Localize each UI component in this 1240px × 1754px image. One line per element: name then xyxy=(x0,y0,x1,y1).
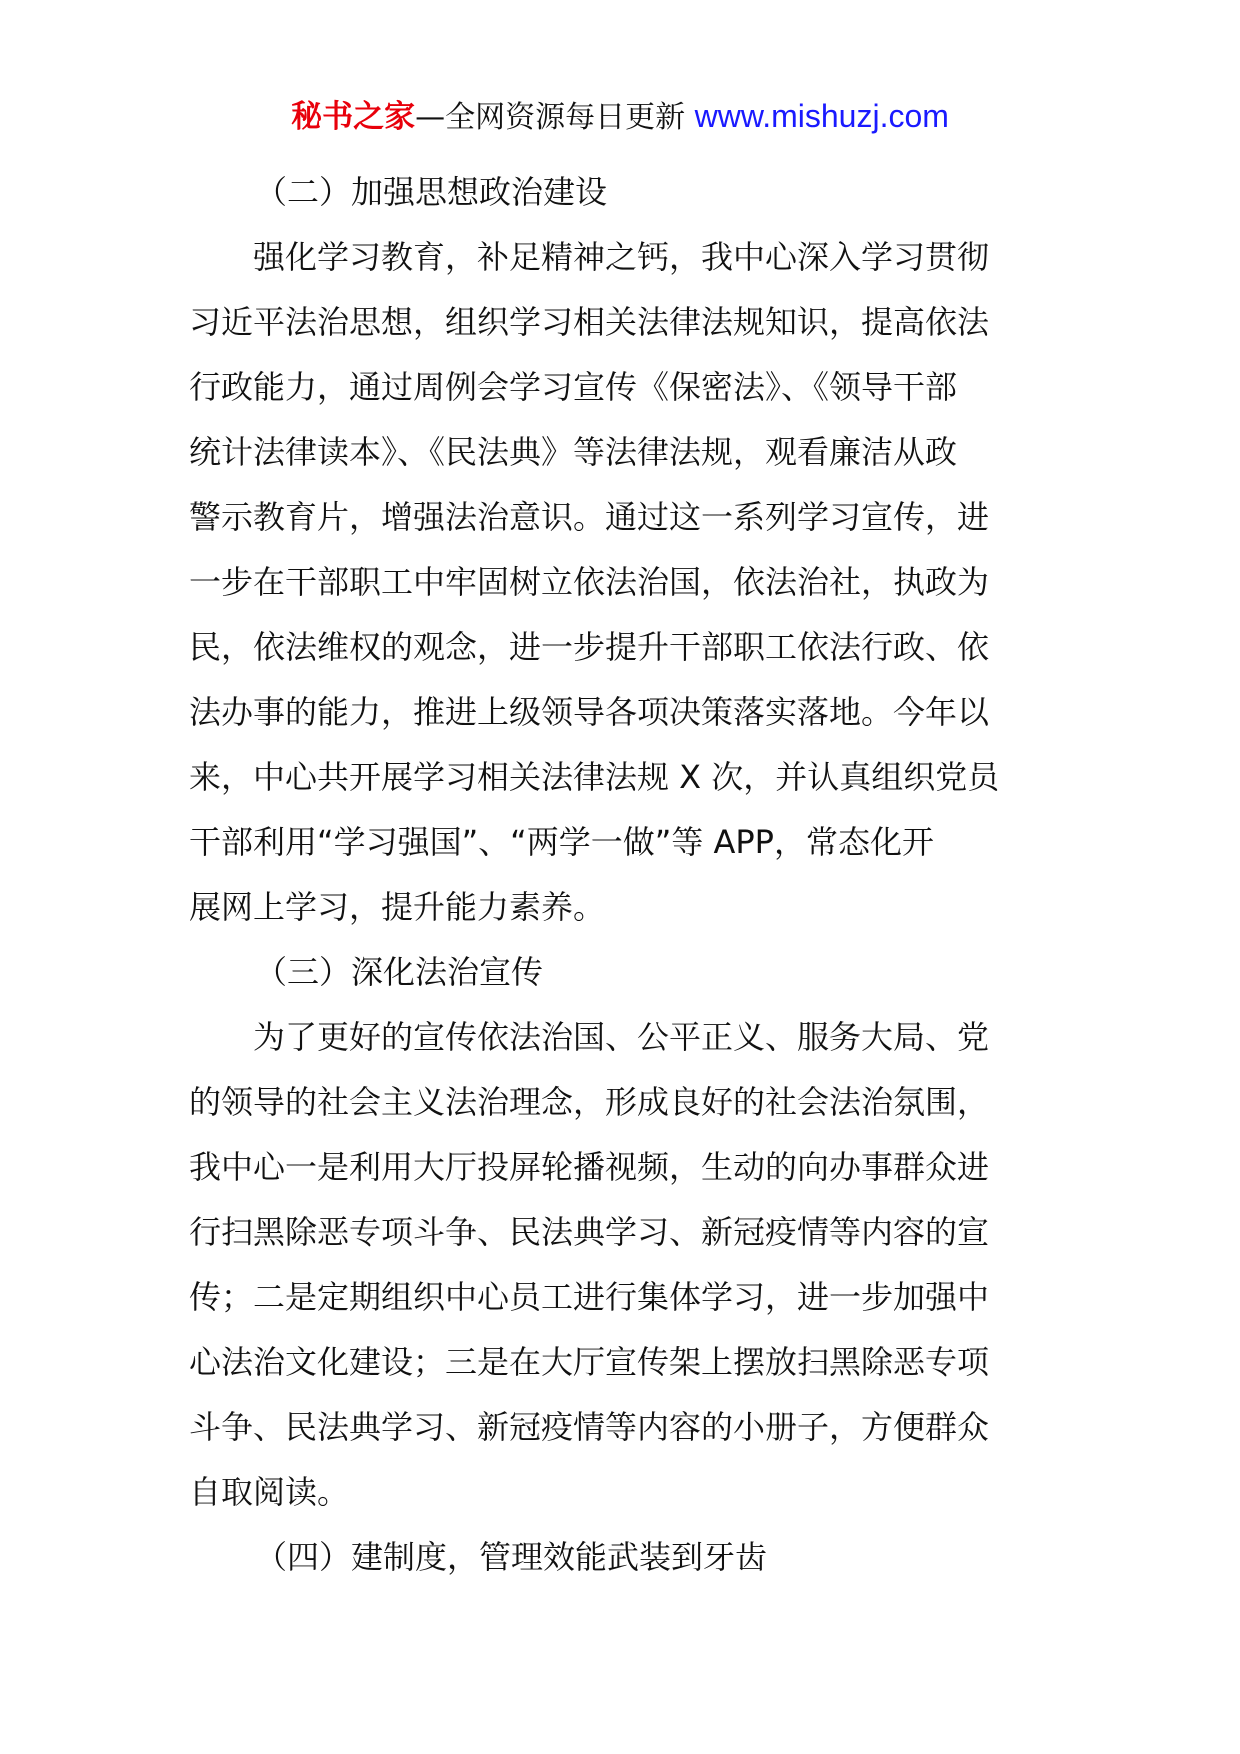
brand-name: 秘书之家 xyxy=(291,99,416,135)
paragraph-line: 一步在干部职工中牢固树立依法治国，依法治社，执政为 xyxy=(189,563,990,601)
paragraph-line: 斗争、民法典学习、新冠疫情等内容的小册子，方便群众 xyxy=(189,1408,990,1446)
paragraph-line: 行政能力，通过周例会学习宣传《保密法》、《领导干部 xyxy=(189,368,958,406)
paragraph-line: 法办事的能力，推进上级领导各项决策落实落地。今年以 xyxy=(189,693,990,731)
paragraph-line: 心法治文化建设；三是在大厅宣传架上摆放扫黑除恶专项 xyxy=(189,1343,990,1381)
section-heading-4: （四）建制度，管理效能武装到牙齿 xyxy=(255,1538,768,1576)
site-url-link[interactable]: www.mishuzj.com xyxy=(694,98,949,134)
page-header xyxy=(0,96,1240,138)
document-body xyxy=(189,160,1061,1590)
paragraph-line: 传；二是定期组织中心员工进行集体学习，进一步加强中 xyxy=(189,1278,990,1316)
paragraph-line: 警示教育片，增强法治意识。通过这一系列学习宣传，进 xyxy=(189,498,990,536)
paragraph-line: 干部利用“学习强国”、“两学一做”等 APP，常态化开 xyxy=(189,823,934,861)
section-heading-3: （三）深化法治宣传 xyxy=(255,953,544,991)
paragraph-line: 行扫黑除恶专项斗争、民法典学习、新冠疫情等内容的宣 xyxy=(189,1213,990,1251)
paragraph-line: 展网上学习，提升能力素养。 xyxy=(189,888,606,926)
section-heading-2: （二）加强思想政治建设 xyxy=(255,173,608,211)
paragraph-line: 民，依法维权的观念，进一步提升干部职工依法行政、依 xyxy=(189,628,990,666)
header-tagline: —全网资源每日更新 xyxy=(415,100,695,135)
paragraph-line: 为了更好的宣传依法治国、公平正义、服务大局、党 xyxy=(253,1018,990,1056)
paragraph-line: 统计法律读本》、《民法典》等法律法规，观看廉洁从政 xyxy=(189,433,958,471)
paragraph-line: 强化学习教育，补足精神之钙，我中心深入学习贯彻 xyxy=(253,238,990,276)
paragraph-line: 来，中心共开展学习相关法律法规 X 次，并认真组织党员 xyxy=(189,758,1000,796)
paragraph-line: 自取阅读。 xyxy=(189,1473,350,1511)
paragraph-line: 我中心一是利用大厅投屏轮播视频，生动的向办事群众进 xyxy=(189,1148,990,1186)
paragraph-line: 的领导的社会主义法治理念，形成良好的社会法治氛围， xyxy=(189,1083,990,1121)
paragraph-line: 习近平法治思想，组织学习相关法律法规知识，提高依法 xyxy=(189,303,990,341)
